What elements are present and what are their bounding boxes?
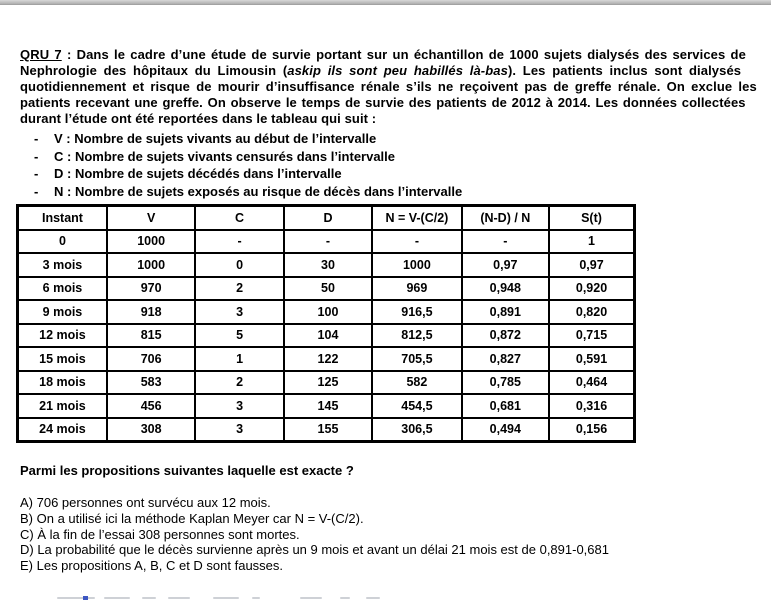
table-cell: 0,827 bbox=[462, 347, 549, 371]
table-cell: 100 bbox=[284, 300, 372, 324]
table-cell: 2 bbox=[195, 371, 283, 395]
list-item bbox=[20, 148, 771, 166]
table-cell: 0,591 bbox=[549, 347, 634, 371]
intro-line bbox=[20, 79, 771, 95]
table-cell: 0,715 bbox=[549, 324, 634, 348]
table-cell: 3 bbox=[195, 300, 283, 324]
table-header-cell: V bbox=[107, 206, 195, 230]
table-row bbox=[18, 277, 635, 301]
list-item-label: C : Nombre de sujets vivants censurés dans l’intervalle bbox=[54, 148, 396, 164]
table-cell: 0,156 bbox=[549, 418, 634, 442]
list-item bbox=[20, 183, 771, 201]
table-cell: 456 bbox=[107, 394, 195, 418]
intro-line bbox=[20, 47, 771, 63]
intro-text-segment: ). Les patients inclus sont dialysés bbox=[507, 63, 742, 78]
table-cell: 0,920 bbox=[549, 277, 634, 301]
table-row bbox=[18, 347, 635, 371]
answer-option: B) On a utilisé ici la méthode Kaplan Meyer car N = V-(C/2). bbox=[20, 510, 364, 526]
table-cell: 454,5 bbox=[372, 394, 461, 418]
table-cell: 125 bbox=[284, 371, 372, 395]
table-cell: 970 bbox=[107, 277, 195, 301]
question-prompt: Parmi les propositions suivantes laquelle est exacte ? bbox=[20, 463, 354, 478]
bullet-dash-icon: - bbox=[34, 183, 39, 199]
answer-option: A) 706 personnes ont survécu aux 12 mois. bbox=[20, 495, 271, 510]
table-cell: 24 mois bbox=[18, 418, 107, 442]
table-cell: 0 bbox=[195, 253, 283, 277]
table-cell: 0,97 bbox=[462, 253, 549, 277]
table-header-cell: D bbox=[284, 206, 372, 230]
table-cell: 1 bbox=[549, 230, 634, 254]
intro-text-segment: askip ils sont peu habillés là-bas bbox=[287, 63, 508, 78]
table-cell: 9 mois bbox=[18, 300, 107, 324]
table-cell: 30 bbox=[284, 253, 372, 277]
table-cell: - bbox=[195, 230, 283, 254]
table-row bbox=[18, 253, 635, 277]
list-item bbox=[20, 130, 771, 148]
table-cell: 0,891 bbox=[462, 300, 549, 324]
bullet-dash-icon: - bbox=[34, 131, 39, 146]
table-cell: 50 bbox=[284, 277, 372, 301]
table-header-row bbox=[18, 206, 635, 230]
table-header-cell: C bbox=[195, 206, 283, 230]
answer-option: D) La probabilité que le décès survienne après un 9 mois et avant un délai 21 mois est de 0,891-0,681 bbox=[20, 542, 609, 558]
table-cell: 3 bbox=[195, 418, 283, 442]
intro-text-segment: quotidiennement et risque de mourir d’insuffisance rénale s’ils ne reçoivent pas de greffe rénale. On exclue les bbox=[20, 79, 757, 94]
table-cell: 1000 bbox=[107, 230, 195, 254]
list-item bbox=[20, 165, 771, 183]
table-cell: 3 bbox=[195, 394, 283, 418]
variable-definitions-list bbox=[20, 130, 771, 200]
table-cell: 969 bbox=[372, 277, 461, 301]
table-cell: 0,948 bbox=[462, 277, 549, 301]
table-cell: - bbox=[372, 230, 461, 254]
table-header-cell: N = V-(C/2) bbox=[372, 206, 461, 230]
table-cell: 812,5 bbox=[372, 324, 461, 348]
table-cell: 122 bbox=[284, 347, 372, 371]
table-cell: 18 mois bbox=[18, 371, 107, 395]
answer-option: E) Les propositions A, B, C et D sont fausses. bbox=[20, 558, 284, 574]
table-cell: 0 bbox=[18, 230, 107, 254]
table-cell: 0,97 bbox=[549, 253, 634, 277]
table-header-cell: S(t) bbox=[549, 206, 634, 230]
table-cell: 0,872 bbox=[462, 324, 549, 348]
cropped-colored-glyph bbox=[83, 596, 88, 600]
table-cell: 104 bbox=[284, 324, 372, 348]
intro-text-segment: Nephrologie des hôpitaux du Limousin ( bbox=[20, 63, 288, 78]
table-cell: 0,820 bbox=[549, 300, 634, 324]
table-row bbox=[18, 230, 635, 254]
intro-text-segment: patients recevant une greffe. On observe le temps de survie des patients de 2012 à 2014. Les données collectées bbox=[20, 95, 746, 110]
exam-question-block bbox=[20, 47, 771, 574]
table-cell: 582 bbox=[372, 371, 461, 395]
table-cell: 145 bbox=[284, 394, 372, 418]
table-cell: 306,5 bbox=[372, 418, 461, 442]
table-cell: 12 mois bbox=[18, 324, 107, 348]
table-row bbox=[18, 324, 635, 348]
table-cell: 5 bbox=[195, 324, 283, 348]
table-row bbox=[18, 371, 635, 395]
table-row bbox=[18, 418, 635, 442]
table-cell: 155 bbox=[284, 418, 372, 442]
list-item-label: N : Nombre de sujets exposés au risque de décès dans l’intervalle bbox=[54, 183, 463, 199]
intro-line bbox=[20, 111, 771, 127]
table-cell: 706 bbox=[107, 347, 195, 371]
table-row bbox=[18, 394, 635, 418]
table-header-cell: Instant bbox=[18, 206, 107, 230]
table-cell: 15 mois bbox=[18, 347, 107, 371]
question-intro bbox=[20, 47, 771, 127]
list-item-label: V : Nombre de sujets vivants au début de l’intervalle bbox=[54, 131, 377, 146]
table-cell: 918 bbox=[107, 300, 195, 324]
bullet-dash-icon: - bbox=[34, 148, 39, 164]
table-cell: - bbox=[462, 230, 549, 254]
table-cell: 2 bbox=[195, 277, 283, 301]
table-cell: 1 bbox=[195, 347, 283, 371]
table-cell: 21 mois bbox=[18, 394, 107, 418]
table-cell: 583 bbox=[107, 371, 195, 395]
table-cell: 0,464 bbox=[549, 371, 634, 395]
bullet-dash-icon: - bbox=[34, 166, 39, 181]
table-header-cell: (N-D) / N bbox=[462, 206, 549, 230]
survival-table bbox=[16, 204, 636, 443]
intro-line bbox=[20, 63, 771, 79]
table-cell: 1000 bbox=[372, 253, 461, 277]
table-cell: 705,5 bbox=[372, 347, 461, 371]
cropped-next-line bbox=[0, 596, 771, 601]
table-cell: 6 mois bbox=[18, 277, 107, 301]
table-cell: 1000 bbox=[107, 253, 195, 277]
table-cell: 815 bbox=[107, 324, 195, 348]
intro-text-segment: durant l’étude ont été reportées dans le tableau qui suit : bbox=[20, 111, 377, 126]
table-row bbox=[18, 300, 635, 324]
window-edge-bar bbox=[0, 0, 771, 5]
table-cell: 0,316 bbox=[549, 394, 634, 418]
table-cell: 308 bbox=[107, 418, 195, 442]
question-number-label: QRU 7 bbox=[20, 47, 62, 62]
answer-options-list bbox=[20, 495, 771, 574]
intro-text-segment: : Dans le cadre d’une étude de survie portant sur un échantillon de 1000 sujets dialysés des services de bbox=[61, 47, 746, 62]
table-cell: 0,494 bbox=[462, 418, 549, 442]
table-cell: - bbox=[284, 230, 372, 254]
table-cell: 0,681 bbox=[462, 394, 549, 418]
intro-line bbox=[20, 95, 771, 111]
table-cell: 3 mois bbox=[18, 253, 107, 277]
list-item-label: D : Nombre de sujets décédés dans l’intervalle bbox=[54, 166, 342, 181]
answer-option: C) À la fin de l’essai 308 personnes sont mortes. bbox=[20, 526, 300, 542]
table-cell: 0,785 bbox=[462, 371, 549, 395]
table-cell: 916,5 bbox=[372, 300, 461, 324]
